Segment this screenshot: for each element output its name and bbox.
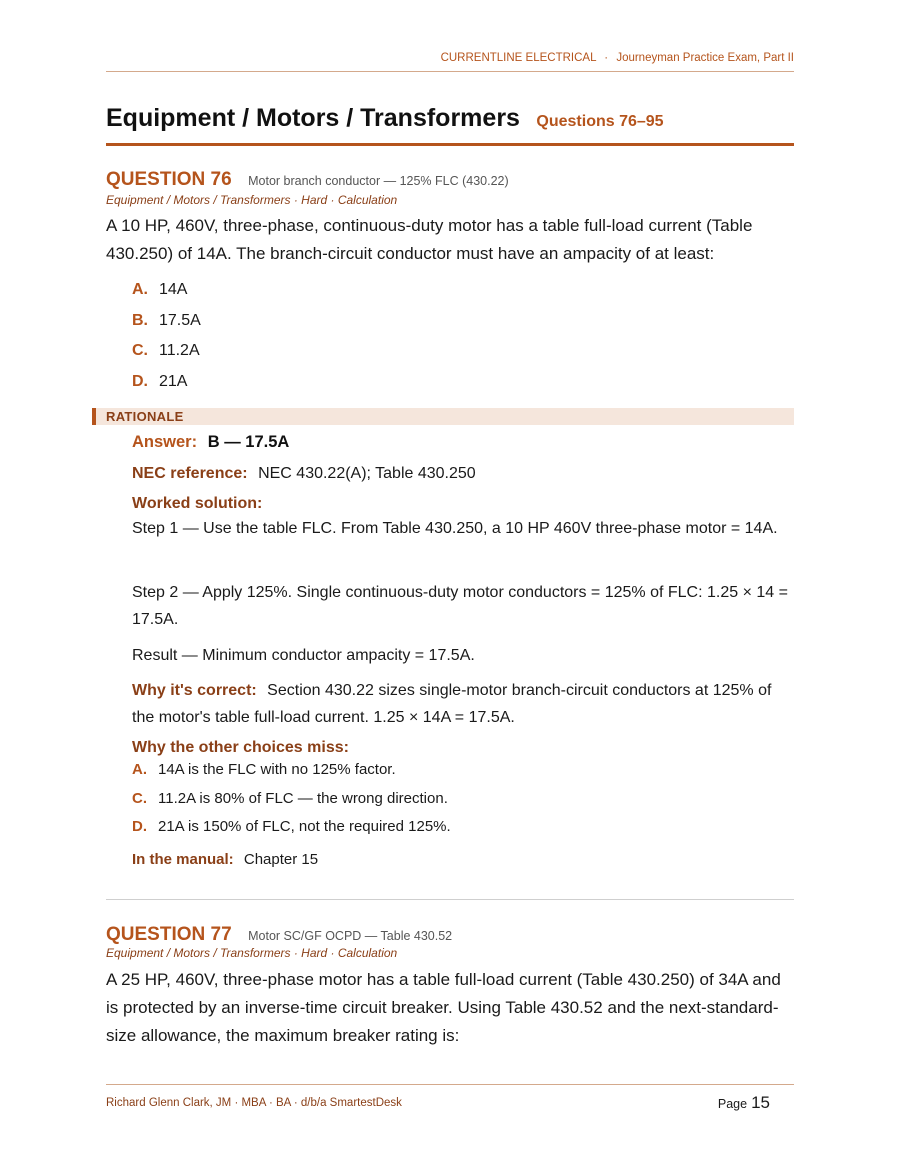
question-76-number: QUESTION 76 (106, 169, 232, 190)
why-miss-label-text: Why the other choices miss: (132, 739, 349, 756)
choice-d (132, 373, 187, 391)
worked-solution-label (132, 492, 796, 516)
answer-line (132, 429, 796, 456)
choice-text: 17.5A (159, 312, 201, 329)
miss-letter: D. (132, 818, 147, 835)
why-correct (132, 677, 796, 731)
answer-label: Answer: (132, 433, 198, 451)
choice-letter: B. (132, 312, 148, 329)
step-2: Step 2 — Apply 125%. Single continuous-duty motor conductors = 125% of FLC: 1.25 × 14 = 17.5A. (132, 584, 788, 628)
section-question-range: Questions 76–95 (536, 113, 664, 130)
why-miss-label (132, 736, 796, 760)
header-rule (106, 71, 794, 72)
rationale-accent (92, 408, 96, 425)
question-76-stem: A 10 HP, 460V, three-phase, continuous-duty motor has a table full-load current (Table 430.250) of 14A. The branch-circuit conductor must have an ampacity of at least: (106, 216, 753, 263)
miss-c (132, 790, 448, 807)
rationale-bar (92, 408, 794, 425)
result-line: Result — Minimum conductor ampacity = 17.5A. (132, 647, 475, 664)
miss-letter: C. (132, 790, 147, 807)
choice-letter: A. (132, 281, 148, 298)
choice-letter: D. (132, 373, 148, 390)
choice-text: 14A (159, 281, 188, 298)
nec-reference-label: NEC reference: (132, 465, 248, 482)
footer-rule (106, 1084, 794, 1085)
why-correct-text: Section 430.22 sizes single-motor branch-circuit conductors at 125% of the motor's table full-load current. 1.25 × 14A = 17.5A. (132, 682, 772, 726)
section-title (106, 104, 664, 133)
miss-text: 21A is 150% of FLC, not the required 125%. (158, 818, 451, 835)
footer-page (718, 1093, 770, 1113)
footer-author: Richard Glenn Clark, JM · MBA · BA · d/b/a SmartestDesk (106, 1097, 402, 1109)
step-1: Step 1 — Use the table FLC. From Table 430.250, a 10 HP 460V three-phase motor = 14A. (132, 520, 778, 537)
question-77-number: QUESTION 77 (106, 924, 232, 945)
rationale-label: RATIONALE (106, 409, 184, 424)
manual-value: Chapter 15 (243, 851, 319, 868)
manual-label: In the manual: (132, 851, 234, 868)
section-title-text: Equipment / Motors / Transformers (106, 104, 520, 132)
miss-text: 11.2A is 80% of FLC — the wrong direction. (158, 790, 448, 807)
choice-c (132, 342, 200, 360)
miss-a (132, 761, 396, 778)
question-76-meta: Equipment / Motors / Transformers · Hard · Calculation (106, 193, 398, 207)
nec-reference-line (132, 460, 796, 487)
manual-reference (132, 846, 796, 873)
section-rule (106, 143, 794, 146)
page-number: 15 (751, 1093, 770, 1112)
question-76-topic: Motor branch conductor — 125% FLC (430.22) (248, 174, 509, 188)
question-77-header (106, 924, 452, 946)
page-label: Page (717, 1097, 748, 1111)
header-separator: · (604, 52, 609, 64)
question-77-stem: A 25 HP, 460V, three-phase motor has a table full-load current (Table 430.250) of 34A and is protected by an inverse-time circuit breaker. Using Table 430.52 and the next-standard-size allowance, the maximum breaker rating is: (106, 970, 781, 1045)
worked-solution-label-text: Worked solution: (132, 495, 263, 512)
question-76-header (106, 169, 509, 191)
choice-text: 11.2A (159, 342, 200, 359)
miss-d (132, 818, 451, 835)
choice-a (132, 281, 187, 299)
header-brand: CURRENTLINE ELECTRICAL (440, 52, 597, 64)
answer-value: B — 17.5A (207, 433, 290, 451)
why-correct-label: Why it's correct: (132, 682, 257, 699)
question-77-topic: Motor SC/GF OCPD — Table 430.52 (248, 929, 453, 943)
miss-letter: A. (132, 761, 147, 778)
running-header (106, 52, 794, 64)
choice-text: 21A (159, 373, 188, 390)
question-77-meta: Equipment / Motors / Transformers · Hard · Calculation (106, 946, 398, 960)
choice-b (132, 312, 201, 330)
choice-letter: C. (132, 342, 148, 359)
miss-text: 14A is the FLC with no 125% factor. (158, 761, 396, 778)
header-exam-title: Journeyman Practice Exam, Part II (616, 52, 794, 64)
nec-reference-value: NEC 430.22(A); Table 430.250 (258, 465, 476, 482)
question-divider (106, 899, 794, 900)
